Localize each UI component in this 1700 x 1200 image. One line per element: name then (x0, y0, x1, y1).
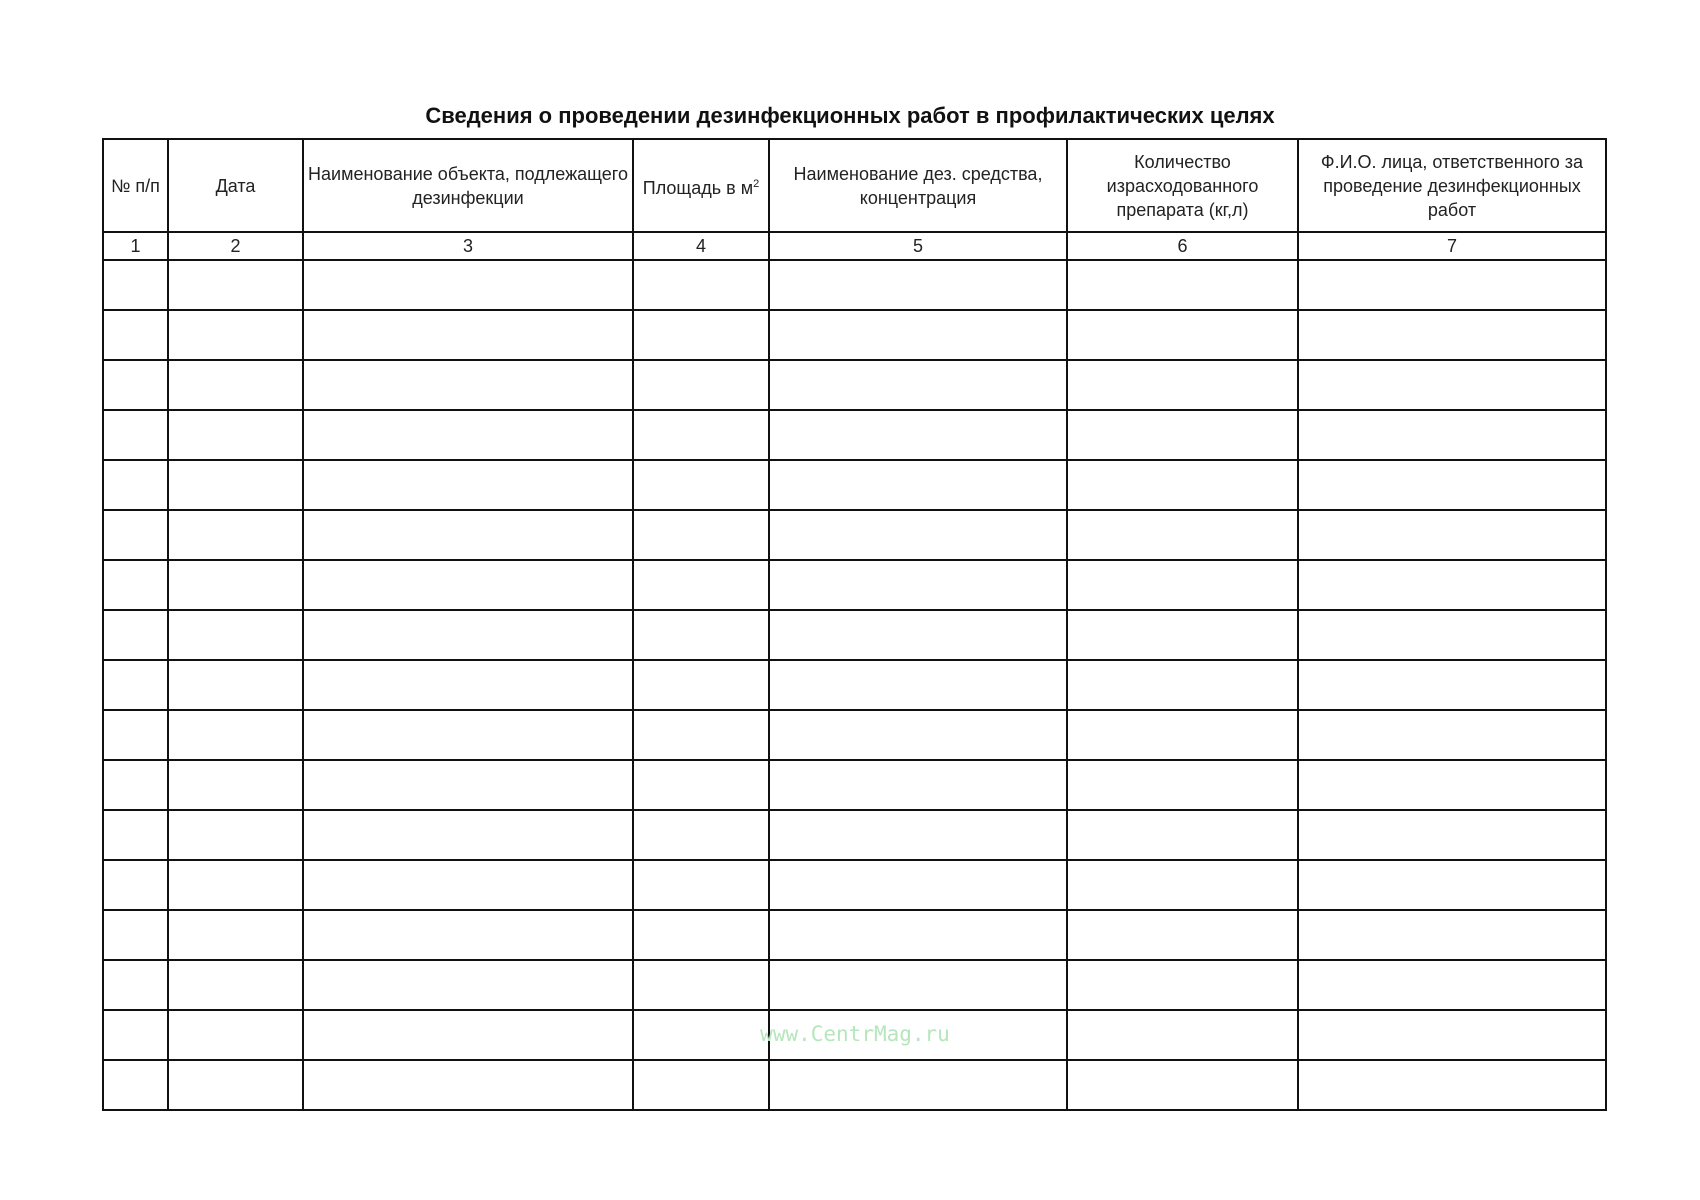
table-cell (1298, 510, 1606, 560)
column-number: 1 (103, 232, 168, 260)
table-cell (303, 410, 633, 460)
table-cell (633, 910, 769, 960)
table-cell (1067, 310, 1298, 360)
header-responsible-person: Ф.И.О. лица, ответственного за проведение дезинфекционных работ (1298, 139, 1606, 232)
table-cell (769, 410, 1067, 460)
table-cell (303, 710, 633, 760)
table-cell (303, 810, 633, 860)
table-row (103, 810, 1606, 860)
table-cell (168, 960, 303, 1010)
table-cell (103, 310, 168, 360)
table-row (103, 510, 1606, 560)
table-cell (633, 710, 769, 760)
table-cell (769, 910, 1067, 960)
table-cell (1067, 1060, 1298, 1110)
table-cell (1298, 310, 1606, 360)
header-date: Дата (168, 139, 303, 232)
table-cell (633, 560, 769, 610)
table-cell (103, 560, 168, 610)
table-cell (633, 660, 769, 710)
table-row (103, 610, 1606, 660)
disinfection-log-table (102, 138, 1607, 1111)
column-number: 5 (769, 232, 1067, 260)
table-cell (1067, 960, 1298, 1010)
table-cell (303, 310, 633, 360)
table-cell (303, 460, 633, 510)
table-cell (769, 460, 1067, 510)
table-cell (168, 660, 303, 710)
table-cell (168, 460, 303, 510)
table-cell (1298, 760, 1606, 810)
table-cell (633, 310, 769, 360)
table-cell (103, 1010, 168, 1060)
document-title: Сведения о проведении дезинфекционных работ в профилактических целях (425, 103, 1275, 128)
table-cell (1298, 410, 1606, 460)
table-cell (303, 760, 633, 810)
table-cell (303, 910, 633, 960)
table-row (103, 1060, 1606, 1110)
watermark: www.CentrMag.ru (760, 1022, 950, 1046)
table-cell (1298, 960, 1606, 1010)
table-cell (168, 360, 303, 410)
column-number: 7 (1298, 232, 1606, 260)
table-row (103, 260, 1606, 310)
table-row (103, 360, 1606, 410)
column-number: 3 (303, 232, 633, 260)
table-row (103, 860, 1606, 910)
column-number: 6 (1067, 232, 1298, 260)
table-cell (103, 410, 168, 460)
table-cell (168, 910, 303, 960)
table-cell (168, 560, 303, 610)
table-cell (103, 710, 168, 760)
column-number-row (103, 232, 1606, 260)
table-cell (1298, 360, 1606, 410)
table-cell (1067, 460, 1298, 510)
table-cell (103, 260, 168, 310)
table-cell (168, 810, 303, 860)
table-cell (769, 560, 1067, 610)
header-number: № п/п (103, 139, 168, 232)
table-row (103, 460, 1606, 510)
table-cell (1298, 1010, 1606, 1060)
table-cell (1067, 510, 1298, 560)
table-cell (1067, 660, 1298, 710)
header-row (103, 139, 1606, 232)
table-cell (168, 310, 303, 360)
table-cell (769, 310, 1067, 360)
header-area (633, 139, 769, 232)
table-cell (769, 510, 1067, 560)
table-row (103, 560, 1606, 610)
table-cell (103, 860, 168, 910)
table-cell (633, 360, 769, 410)
table-cell (168, 860, 303, 910)
table-cell (1067, 810, 1298, 860)
table-row (103, 760, 1606, 810)
table-cell (303, 860, 633, 910)
table-cell (633, 410, 769, 460)
table-cell (633, 260, 769, 310)
table-cell (1298, 560, 1606, 610)
table-cell (103, 460, 168, 510)
table-cell (103, 510, 168, 560)
table-cell (1067, 610, 1298, 660)
table-row (103, 660, 1606, 710)
table-cell (103, 760, 168, 810)
table-cell (303, 560, 633, 610)
table-cell (103, 910, 168, 960)
table-cell (1067, 410, 1298, 460)
table-cell (1298, 260, 1606, 310)
table-cell (769, 610, 1067, 660)
table-cell (769, 810, 1067, 860)
table-cell (769, 960, 1067, 1010)
table-cell (103, 810, 168, 860)
table-row (103, 410, 1606, 460)
table-cell (1298, 810, 1606, 860)
table-cell (303, 510, 633, 560)
table-cell (168, 510, 303, 560)
table-cell (168, 760, 303, 810)
table-cell (633, 510, 769, 560)
table-cell (103, 960, 168, 1010)
table-cell (1067, 860, 1298, 910)
table-cell (168, 1060, 303, 1110)
table-row (103, 910, 1606, 960)
column-number: 4 (633, 232, 769, 260)
table-cell (103, 1060, 168, 1110)
table-cell (633, 810, 769, 860)
table-cell (168, 260, 303, 310)
table-cell (769, 860, 1067, 910)
table-cell (633, 610, 769, 660)
table-cell (168, 610, 303, 660)
table-cell (168, 710, 303, 760)
table-cell (303, 1010, 633, 1060)
table-cell (303, 660, 633, 710)
table-cell (769, 660, 1067, 710)
table-cell (303, 960, 633, 1010)
table-cell (1298, 1060, 1606, 1110)
table-cell (1067, 260, 1298, 310)
header-area-superscript: 2 (753, 177, 760, 190)
table-cell (769, 710, 1067, 760)
table-cell (1067, 560, 1298, 610)
table-row (103, 710, 1606, 760)
table-cell (769, 260, 1067, 310)
table-cell (1298, 460, 1606, 510)
table-row (103, 960, 1606, 1010)
table-cell (1067, 710, 1298, 760)
table-cell (103, 610, 168, 660)
table-cell (1067, 760, 1298, 810)
table-cell (303, 360, 633, 410)
table-cell (168, 410, 303, 460)
table-cell (103, 660, 168, 710)
table-cell (1298, 610, 1606, 660)
header-object-name: Наименование объекта, подлежащего дезинфекции (303, 139, 633, 232)
column-number: 2 (168, 232, 303, 260)
table-cell (303, 260, 633, 310)
table-cell (633, 860, 769, 910)
table-cell (1298, 860, 1606, 910)
table-cell (633, 960, 769, 1010)
table-cell (633, 1060, 769, 1110)
table-cell (1298, 910, 1606, 960)
table-cell (103, 360, 168, 410)
header-area-label: Площадь в м (642, 177, 754, 198)
table-cell (168, 1010, 303, 1060)
table-cell (633, 460, 769, 510)
table-cell (1067, 360, 1298, 410)
table-cell (769, 360, 1067, 410)
header-quantity: Количество израсходованного препарата (кг,л) (1067, 139, 1298, 232)
table-cell (769, 1060, 1067, 1110)
table-cell (1067, 1010, 1298, 1060)
table-cell (303, 1060, 633, 1110)
table-cell (769, 760, 1067, 810)
table-cell (633, 760, 769, 810)
table-cell (1298, 660, 1606, 710)
table-cell (1067, 910, 1298, 960)
table-row (103, 310, 1606, 360)
table-cell (1298, 710, 1606, 760)
table-cell (303, 610, 633, 660)
header-disinfectant: Наименование дез. средства, концентрация (769, 139, 1067, 232)
